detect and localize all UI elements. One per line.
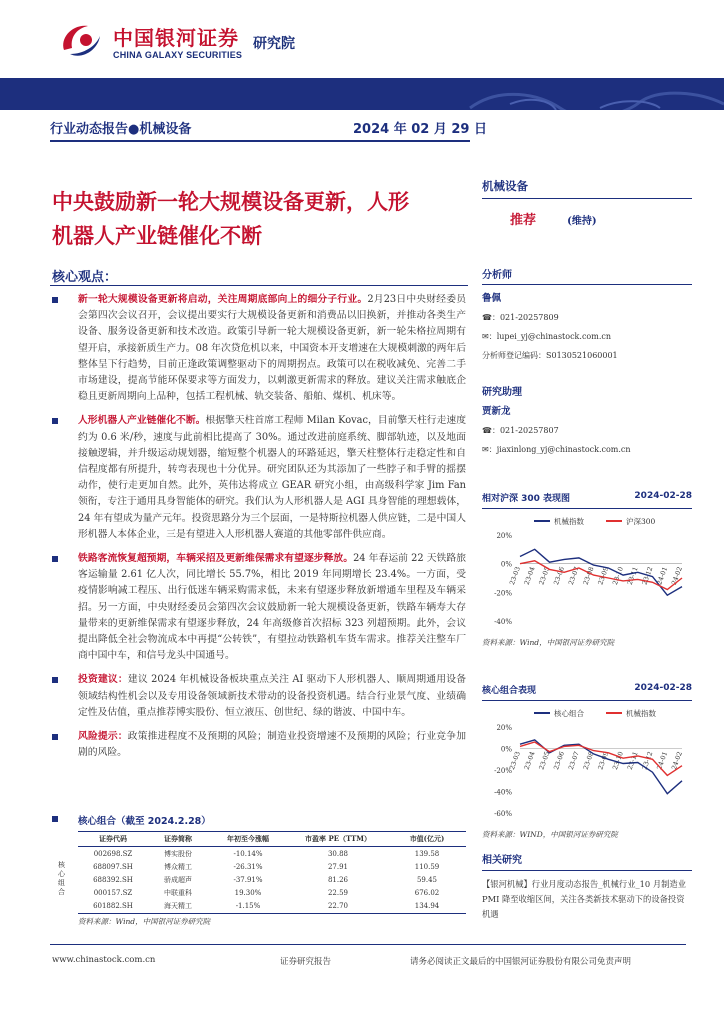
x-tick-label: 23-03 (507, 750, 522, 771)
x-tick-label: 24-02 (669, 750, 684, 771)
x-tick-label: 23-06 (552, 750, 567, 771)
logo-cn: 中国银河证券 (113, 26, 239, 50)
table-cell: 中联重科 (164, 888, 192, 897)
analyst-heading: 分析师 (482, 270, 512, 281)
page-title (52, 185, 462, 253)
report-type: 行业动态报告●机械设备 (50, 122, 192, 137)
chart1-block (482, 491, 692, 648)
core-heading: 核心观点： (52, 270, 118, 285)
y-tick-label: 20% (496, 724, 512, 732)
y-tick-label: 0% (500, 560, 512, 569)
table-cell: -1.15% (235, 901, 261, 910)
analyst-phone: 021-20257809 (499, 313, 559, 322)
table-cell: -37.91% (233, 875, 263, 884)
rating: 推荐 (510, 213, 537, 228)
viewpoint-1 (52, 292, 466, 405)
table-cell: 19.30% (234, 888, 262, 897)
viewpoint-3 (52, 551, 466, 664)
phone-icon: ☎： (482, 313, 500, 322)
rating-note: (维持) (567, 216, 597, 227)
x-tick-label: 23-08 (581, 750, 596, 771)
portfolio-side-label: 核心组合 (58, 861, 65, 896)
chart2-title: 核心组合表现 (482, 686, 537, 696)
x-tick-label: 23-07 (566, 565, 581, 586)
table-cell: 30.88 (327, 849, 349, 858)
y-tick-label: -40% (494, 618, 512, 626)
x-tick-label: 23-04 (522, 750, 537, 771)
table-cell: 601882.SH (93, 901, 133, 910)
x-tick-label: 23-08 (581, 565, 596, 586)
viewpoint-5-highlight: 风险提示： (78, 731, 128, 743)
table-cell: 59.45 (416, 875, 438, 884)
table-cell: 110.59 (414, 862, 440, 871)
x-tick-label: 23-05 (537, 565, 552, 586)
viewpoint-1-body: 2月23日中央财经委员会第四次会议召开，会议提出要实行大规模设备更新和消费品以旧换新，并推动各类生产设备、服务设备更新和技术改造。政策引导新一轮大规模设备更新，新一轮朱格拉周期有望开启，承接新质生产力。08 年次贷危机以来，中国资本开支增速在大规模刺激的两年后整体呈下行趋势，目前正逢政策调整驱动下的周期拐点。政策可以在税收减免、完善二手市场建设，提高节能环保要求等方面发力，以刺激更新需求的释放。建议关注需求触底企稳且更新周期向上品种，包括工程机械、轨交装备、船舶、煤机、机床等。 (78, 294, 467, 403)
table-cell: 676.02 (414, 888, 440, 897)
y-tick-label: 20% (496, 532, 512, 540)
email-icon: ✉： (482, 332, 497, 341)
core-rule (50, 285, 468, 286)
chart1-date: 2024-02-28 (634, 491, 692, 501)
x-tick-label: 23-12 (640, 750, 655, 771)
viewpoint-4 (52, 672, 466, 721)
y-tick-label: -40% (494, 788, 512, 797)
portfolio-source: 资料来源：Wind，中国银河证券研究院 (78, 913, 466, 927)
analyst-rule (482, 284, 692, 285)
portfolio-heading-text: 核心组合（截至 2024.2.28） (78, 816, 211, 827)
viewpoint-4-highlight: 投资建议： (78, 674, 128, 686)
title-line-2: 机器人产业链催化不断 (52, 224, 262, 248)
viewpoint-2-body: 根据擎天柱首席工程师 Milan Kovac，目前擎天柱行走速度约为 0.6 米/秒，速度与此前相比提高了 30%。通过改进前庭系统、脚部轨迹，以及地面接触逻辑，并升级运动规划器，缩短整个机器人的环路延迟，擎天柱整体行走稳定性和自信程度都有所提升，转弯表现也十分优异。研究团队还为其添加了一些脖子和手臂的摇摆动作，使行走更加自然。此外，英伟达将成立 GEAR 研究小组，由高级科学家 Jim Fan 领衔，专注于通用具身智能体的研究。我们认为人形机器人是 AGI 具身智能的理想载体，24 年有望成为量产元年。投资思路分为三个层面，一是特斯拉机器人供应链，二是中国人形机器人本体企业，三是有望进入人形机器人赛道的其他零部件供应商。 (78, 415, 466, 540)
y-tick-label: -20% (494, 767, 512, 775)
table-row (78, 873, 466, 886)
table-cell: 博实股份 (164, 849, 192, 858)
col-mcap: 市值(亿元) (388, 832, 466, 847)
legend-label: 核心组合 (554, 709, 584, 718)
legend-label: 沪深300 (626, 517, 656, 526)
bullet-icon (52, 297, 58, 303)
table-cell: 海天精工 (164, 901, 192, 910)
table-cell: 骄成超声 (164, 875, 192, 884)
table-row (78, 847, 466, 861)
chart1-title: 相对沪深 300 表现图 (482, 494, 571, 504)
table-cell: 002698.SZ (93, 849, 133, 858)
table-cell: 22.70 (327, 901, 349, 910)
table-header-row (78, 832, 466, 847)
assistant-phone: 021-20257807 (499, 426, 559, 435)
analyst-name: 鲁佩 (482, 293, 502, 304)
bullet-icon (52, 734, 58, 740)
galaxy-logo-icon (56, 20, 106, 64)
core-viewpoints (52, 292, 466, 762)
related-rule (482, 870, 692, 871)
table-row (78, 860, 466, 873)
x-tick-label: 24-01 (655, 565, 670, 586)
table-cell: 688392.SH (93, 875, 133, 884)
bullet-icon (52, 556, 58, 562)
chart2-date: 2024-02-28 (634, 683, 692, 693)
x-tick-label: 23-12 (640, 565, 655, 586)
sector-name: 机械设备 (482, 179, 528, 193)
bullet-icon (52, 677, 58, 683)
portfolio-table (78, 831, 466, 912)
x-tick-label: 23-09 (596, 750, 611, 771)
y-tick-label: -20% (494, 589, 512, 598)
col-code: 证券代码 (78, 832, 148, 847)
y-tick-label: 0% (500, 745, 512, 754)
table-cell: -10.14% (233, 849, 263, 858)
sidebar (482, 178, 692, 228)
table-cell: 688097.SH (93, 862, 133, 871)
table-cell: 博众精工 (164, 862, 192, 871)
viewpoint-5-body: 政策推进程度不及预期的风险；制造业投资增速不及预期的风险；行业竞争加剧的风险。 (78, 731, 467, 759)
table-cell: 27.91 (327, 862, 349, 871)
table-row (78, 886, 466, 899)
y-tick-label: -60% (494, 810, 512, 818)
bullet-icon (52, 418, 58, 424)
viewpoint-4-body: 建议 2024 年机械设备板块重点关注 AI 驱动下人形机器人、顺周期通用设备领域结构性机会以及专用设备领域新技术带动的设备投资机遇。结合行业景气度、业绩确定性及估值，重点推荐博实股份、恒立液压、创世纪、绿的谐波、中国中车。 (78, 674, 466, 718)
assistant-name: 贾新龙 (482, 406, 511, 417)
table-cell: 139.58 (414, 849, 440, 858)
analyst-cert: 分析师登记编码：S0130521060001 (482, 351, 618, 360)
viewpoint-1-highlight: 新一轮大规模设备更新将启动，关注周期底部向上的细分子行业。 (78, 294, 368, 305)
viewpoint-5 (52, 729, 466, 761)
footer-site-link[interactable]: www.chinastock.com.cn (52, 955, 156, 965)
x-tick-label: 23-07 (566, 750, 581, 771)
x-tick-label: 23-11 (625, 750, 640, 771)
x-tick-label: 24-02 (669, 565, 684, 586)
col-pe: 市盈率 PE（TTM） (288, 832, 388, 847)
footer-disclaimer: 请务必阅读正文最后的中国银河证券股份有限公司免责声明 (410, 957, 632, 967)
portfolio-heading (52, 813, 466, 827)
viewpoint-2 (52, 413, 466, 543)
phone-icon: ☎： (482, 426, 500, 435)
col-ytd: 年初至今涨幅 (208, 832, 288, 847)
table-row (78, 899, 466, 912)
institute-name: 研究院 (253, 36, 295, 52)
assistant-heading: 研究助理 (482, 387, 522, 398)
x-tick-label: 23-05 (537, 750, 552, 771)
legend-label: 机械指数 (554, 517, 584, 526)
footer-rule (50, 944, 686, 945)
viewpoint-3-highlight: 铁路客流恢复超预期，车辆采招及更新维保需求有望逐步释放。 (78, 553, 354, 565)
x-tick-label: 23-10 (611, 750, 625, 771)
chart2-svg (482, 701, 692, 821)
footer-center: 证券研究报告 (280, 957, 332, 967)
col-name: 证券简称 (148, 832, 208, 847)
analyst-block (482, 266, 692, 455)
table-cell: 000157.SZ (93, 888, 133, 897)
x-tick-label: 24-01 (655, 750, 670, 771)
analyst-email[interactable]: lupei_yj@chinastock.com.cn (496, 332, 612, 341)
table-cell: 81.26 (327, 875, 349, 884)
report-date: 2024 年 02 月 29 日 (353, 122, 487, 137)
header-rule (50, 140, 470, 142)
legend-label: 机械指数 (626, 709, 656, 718)
chart1-svg (482, 509, 692, 629)
portfolio-block (52, 813, 466, 927)
chart1-source: 资料来源：Wind，中国银河证券研究院 (482, 638, 615, 647)
related-link[interactable]: 【银河机械】行业月度动态报告_机械行业_10 月制造业 PMI 降至收缩区间，关注各类新技术驱动下的设备投资机遇 (482, 879, 687, 919)
assistant-email[interactable]: jiaxinlong_yj@chinastock.com.cn (496, 445, 631, 454)
x-tick-label: 23-06 (552, 565, 567, 586)
chart2-source: 资料来源：WIND，中国银河证券研究院 (482, 830, 618, 839)
title-line-1: 中央鼓励新一轮大规模设备更新，人形 (52, 190, 409, 214)
table-cell: -26.31% (233, 862, 263, 871)
x-tick-label: 23-03 (507, 565, 522, 586)
related-block (482, 851, 692, 922)
x-tick-label: 23-11 (625, 565, 640, 586)
viewpoint-3-body: 24 年春运前 22 天铁路旅客运输量 2.61 亿人次，同比增长 55.7%，相比 2019 年同期增长 23.4%。一方面，受疫情影响减工程压、出行低迷车辆采购需求低，未来有望逐步释放新增通车里程及车辆采招。另一方面，中央财经委员会第四次会议鼓励新一轮大规模设备更新，铁路车辆寿大存量带来的更新维保需求有望逐步释放，24 年高级修首次招标 323 列超预期。此外，会议提出降低全社会物流成本中再提“公转铁”，有望拉动铁路机车货车需求。推荐关注整车厂商中国中车，和信号龙头中国通号。 (78, 553, 466, 662)
x-tick-label: 23-09 (596, 565, 611, 586)
viewpoint-2-highlight: 人形机器人产业链催化不断。 (78, 415, 206, 427)
chart2-block (482, 683, 692, 840)
bullet-icon (52, 816, 58, 822)
related-heading: 相关研究 (482, 855, 522, 866)
table-cell: 134.94 (414, 901, 440, 910)
table-cell: 22.59 (327, 888, 349, 897)
email-icon: ✉： (482, 445, 497, 454)
logo-en: CHINA GALAXY SECURITIES (113, 50, 243, 60)
sidebar-rule (482, 198, 692, 199)
x-tick-label: 23-10 (611, 565, 625, 586)
x-tick-label: 23-04 (522, 565, 537, 586)
